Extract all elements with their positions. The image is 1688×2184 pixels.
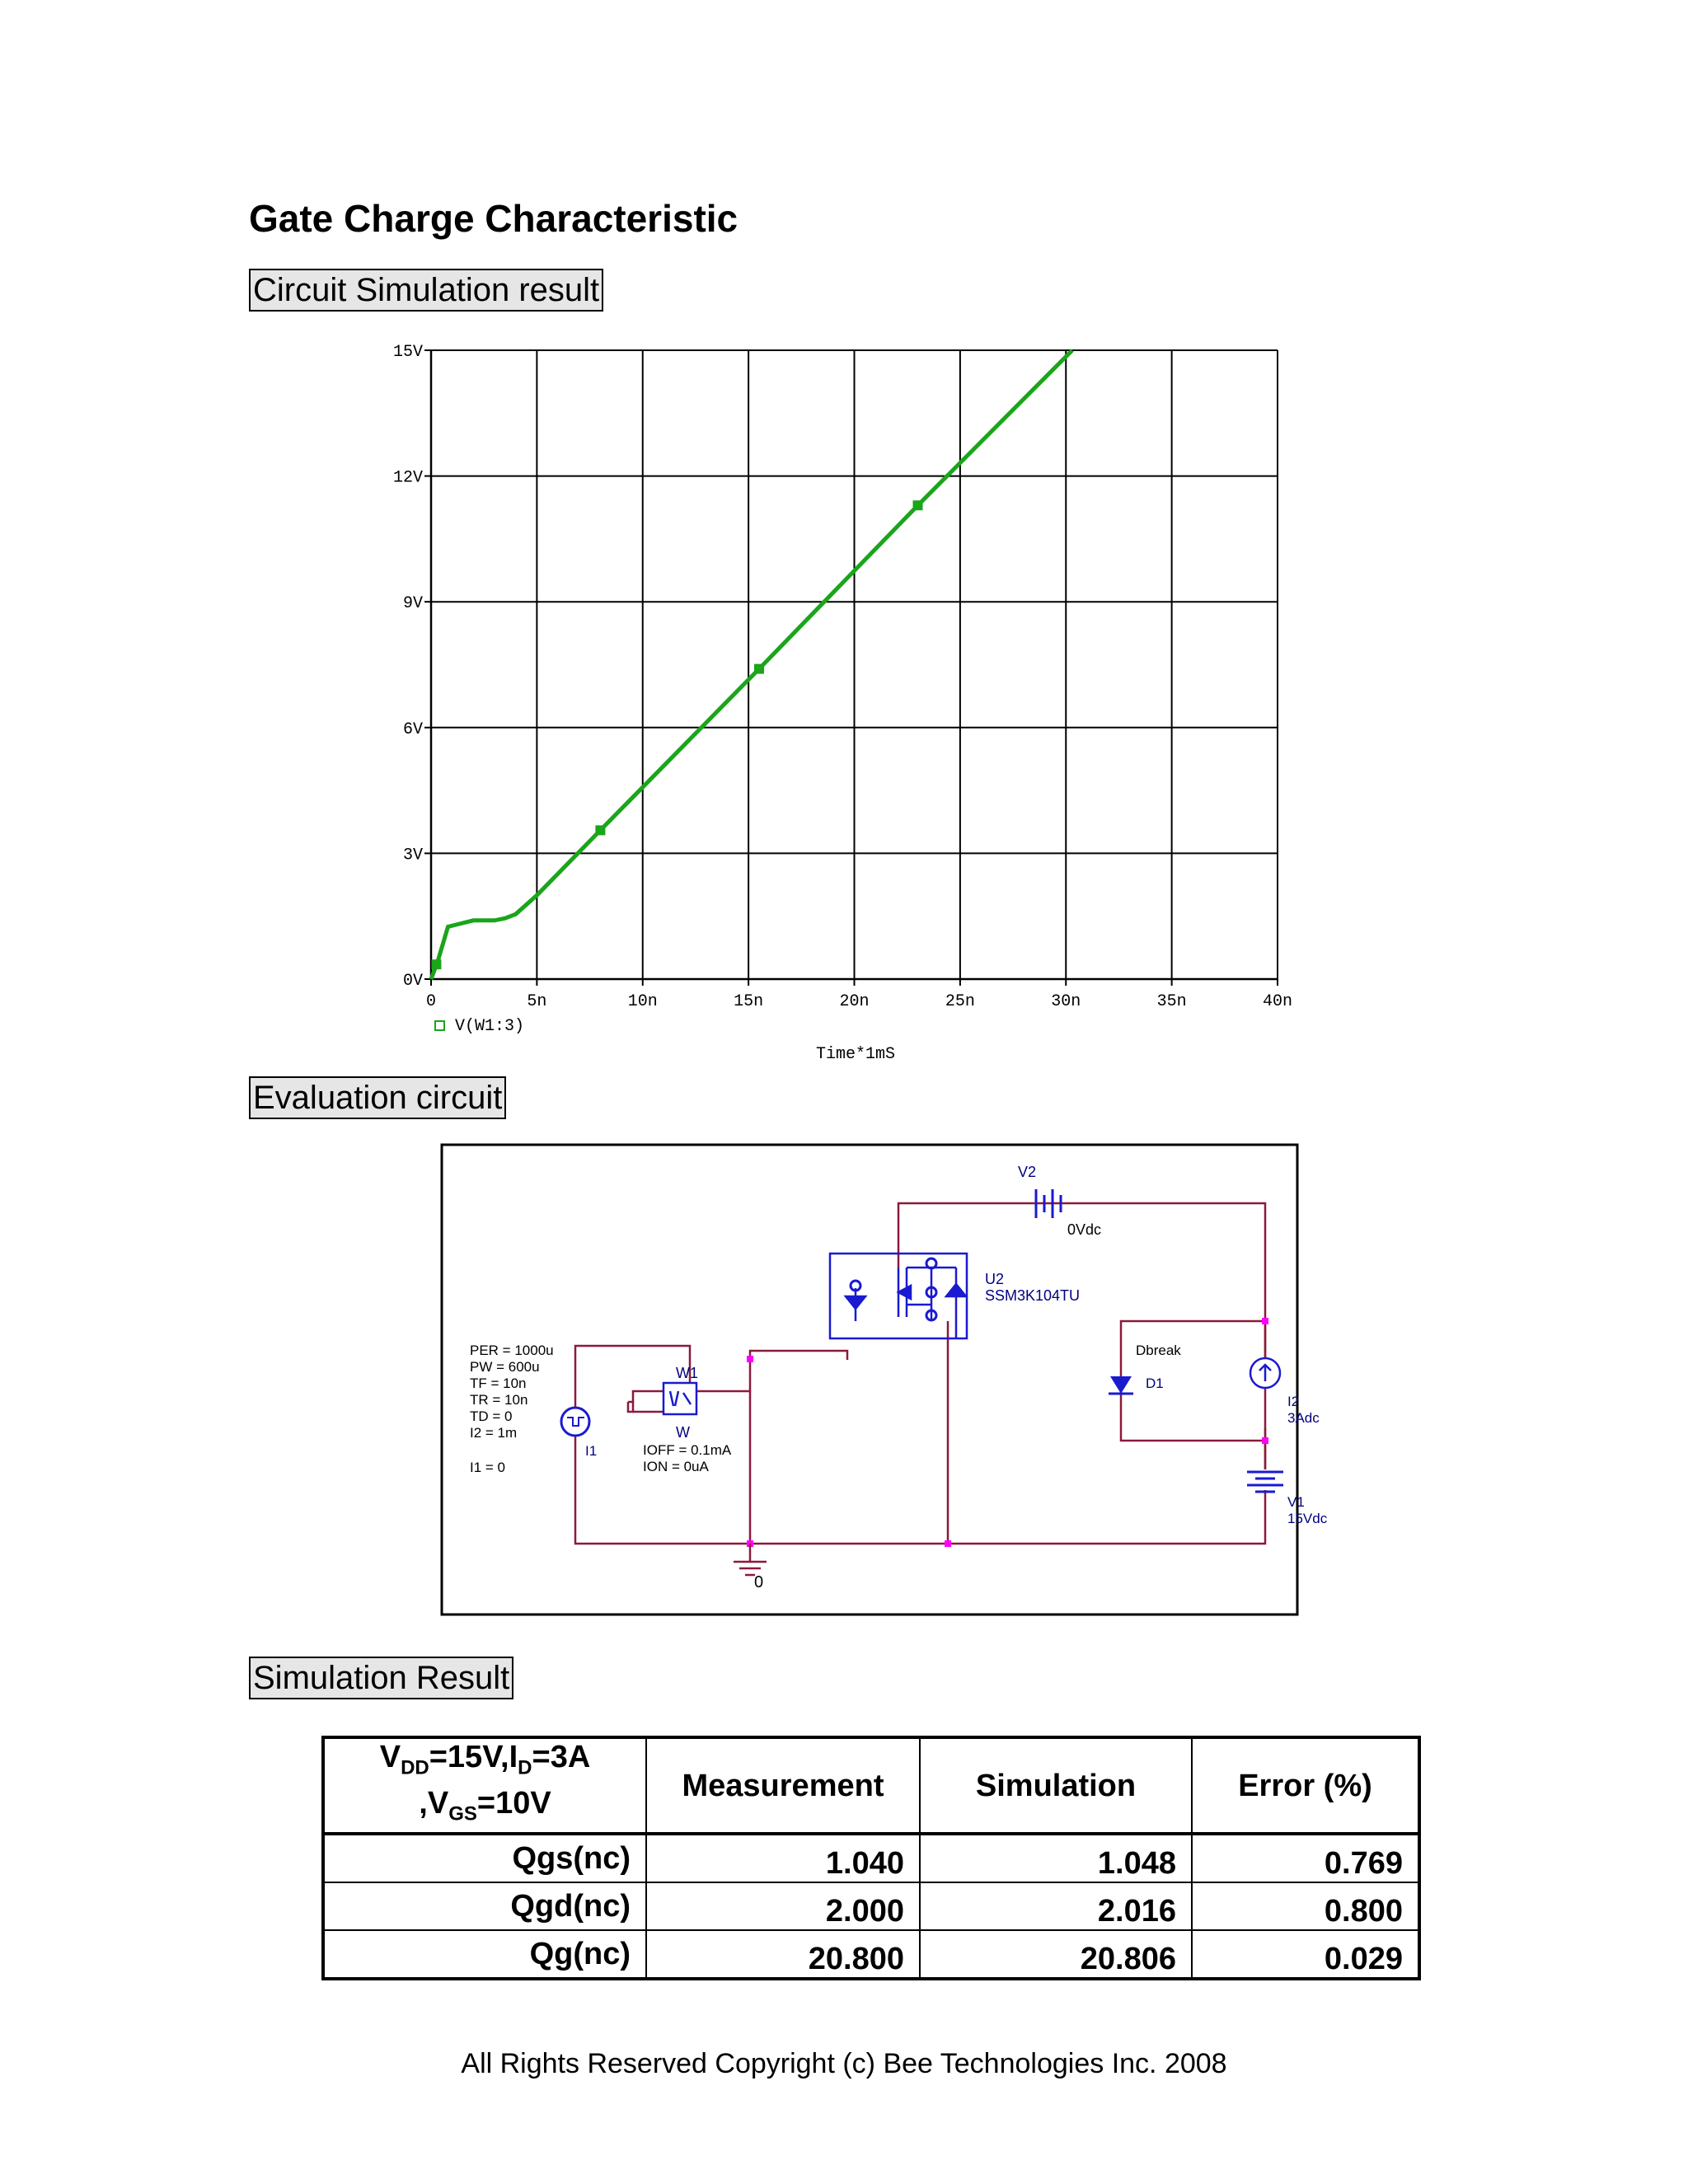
dbreak-label: Dbreak (1136, 1343, 1181, 1358)
simulation-header: Simulation (920, 1737, 1192, 1834)
section-label-evaluation-circuit: Evaluation circuit (249, 1076, 506, 1119)
series-marker (754, 664, 764, 674)
simulation-cell: 20.806 (920, 1930, 1192, 1979)
table-row (323, 1930, 1419, 1979)
chart-y-ticks (393, 343, 431, 991)
page-title: Gate Charge Characteristic (249, 197, 738, 240)
param-cell: Qg(nc) (323, 1930, 646, 1979)
evaluation-circuit-diagram (441, 1144, 1328, 1615)
v2-value: 0Vdc (1067, 1221, 1102, 1238)
chart-x-ticks (426, 979, 1292, 1011)
i1-param: TF = 10n (470, 1376, 527, 1391)
x-tick-label: 20n (839, 992, 870, 1011)
i2-value: 3Adc (1287, 1410, 1320, 1426)
measurement-cell: 20.800 (646, 1930, 920, 1979)
x-tick-label: 15n (734, 992, 764, 1011)
y-tick-label: 15V (392, 343, 423, 362)
section-label-simulation-table: Simulation Result (249, 1657, 513, 1699)
w1-param: ION = 0uA (643, 1459, 709, 1474)
table-row (323, 1834, 1419, 1882)
section-label-simulation-result: Circuit Simulation result (249, 269, 603, 312)
series-marker (595, 825, 605, 835)
x-tick-label: 25n (945, 992, 975, 1011)
y-tick-label: 0V (402, 972, 423, 991)
i1-label: I1 (585, 1443, 598, 1459)
error-cell: 0.800 (1192, 1882, 1419, 1930)
current-source-i1-symbol (561, 1408, 589, 1436)
condition-header: $V_{DD}=15V,I_D=3A$ $,V_{GS}=10V$ (323, 1737, 646, 1834)
i1-param: TR = 10n (470, 1392, 528, 1408)
param-cell: Qgd(nc) (323, 1882, 646, 1930)
y-tick-label: 3V (402, 846, 423, 865)
y-tick-label: 6V (402, 719, 423, 739)
y-tick-label: 9V (402, 594, 423, 614)
ground-label: 0 (754, 1573, 764, 1591)
simulation-cell: 2.016 (920, 1882, 1192, 1930)
results-table (321, 1736, 1421, 1980)
v1-value: 15Vdc (1287, 1511, 1328, 1526)
measurement-header: Measurement (646, 1737, 920, 1834)
chart-x-axis-label: Time*1mS (815, 1045, 896, 1064)
chart-series-line (431, 350, 1072, 979)
x-tick-label: 35n (1156, 992, 1187, 1011)
simulation-cell: 1.048 (920, 1834, 1192, 1882)
switch-w1-symbol (663, 1383, 696, 1414)
w1-param: IOFF = 0.1mA (643, 1442, 732, 1458)
copyright-footer: All Rights Reserved Copyright (c) Bee Technologies Inc. 2008 (461, 2048, 1227, 2079)
chart-grid (431, 350, 1278, 979)
series-marker (431, 959, 441, 969)
u2-label: U2 (985, 1271, 1005, 1287)
series-marker (913, 500, 923, 510)
i1-param: I2 = 1m (470, 1425, 518, 1441)
current-source-i2-symbol (1250, 1358, 1280, 1388)
y-tick-label: 12V (392, 468, 423, 488)
w1-model: W (676, 1424, 690, 1441)
x-tick-label: 10n (627, 992, 658, 1011)
error-header: Error (%) (1192, 1737, 1419, 1834)
error-cell: 0.029 (1192, 1930, 1419, 1979)
table-row (323, 1882, 1419, 1930)
w1-label: W1 (676, 1365, 698, 1381)
v2-label: V2 (1018, 1164, 1037, 1180)
i1-initial-value: I1 = 0 (470, 1460, 506, 1475)
table-header-row (323, 1737, 1419, 1834)
i2-label: I2 (1287, 1394, 1300, 1409)
chart-series-markers (431, 500, 922, 969)
param-cell: Qgs(nc) (323, 1834, 646, 1882)
i1-param: PW = 600u (470, 1359, 540, 1375)
x-tick-label: 5n (527, 992, 547, 1011)
measurement-cell: 1.040 (646, 1834, 920, 1882)
u2-part-number: SSM3K104TU (985, 1287, 1081, 1304)
gate-charge-chart (363, 330, 1302, 1071)
chart-legend-label: V(W1:3) (455, 1017, 525, 1036)
x-tick-label: 0 (425, 992, 437, 1011)
i1-param: TD = 0 (470, 1408, 513, 1424)
v1-label: V1 (1287, 1494, 1305, 1510)
d1-label: D1 (1146, 1376, 1164, 1391)
x-tick-label: 40n (1262, 992, 1293, 1011)
chart-legend-swatch (435, 1021, 444, 1030)
measurement-cell: 2.000 (646, 1882, 920, 1930)
x-tick-label: 30n (1051, 992, 1081, 1011)
i1-param: PER = 1000u (470, 1343, 554, 1358)
error-cell: 0.769 (1192, 1834, 1419, 1882)
